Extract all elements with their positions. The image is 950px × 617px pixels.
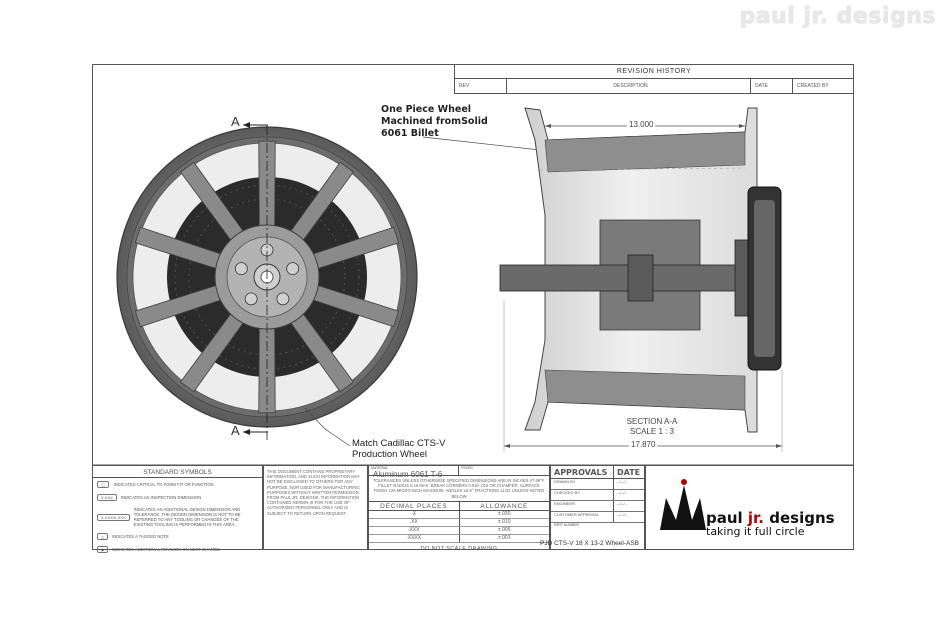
wheel-section-view xyxy=(500,108,781,432)
part-number: PJD CTS-V 18 X 13-2 Wheel-ASB xyxy=(540,540,639,547)
approvals-block xyxy=(540,465,645,550)
decimal-row: .X ±.030 xyxy=(369,511,549,519)
section-marker-top: A xyxy=(231,114,240,129)
rev-col-date: DATE xyxy=(751,79,793,93)
decimal-row: .XX ±.010 xyxy=(369,519,549,527)
symbol-row: ◆ INDICATES ADDITIONAL REVISION ON NEXT CHANGE xyxy=(93,543,262,556)
proprietary-notes: THIS DOCUMENT CONTAINS PROPRIETARY INFORMATION, AND SUCH INFORMATION MAY NOT BE DISCLOSED TO OTHERS FOR ANY PURPOSE, NOR USED FOR MANUFACTURING PURPOSES WITHOUT WRITTEN PERMISSION FROM PAUL JR. DESIGNS. THE INFORMATION CONTAINED HEREIN IS FOR THE USE OF AUTHORIZED PERSONNEL ONLY AND IS SUBJECT TO RETURN UPON REQUEST. xyxy=(263,465,368,550)
rev-col-rev: REV xyxy=(455,79,507,93)
lug-nut xyxy=(235,263,247,275)
standard-symbols-title: STANDARD SYMBOLS xyxy=(93,466,262,478)
standard-symbols-block xyxy=(92,465,263,550)
rev-col-created-by: CREATED BY xyxy=(797,83,829,89)
symbol-row: △ INDICATES A TAGGED NOTE xyxy=(93,530,262,543)
approval-row: CHECKED BY --/--/-- xyxy=(551,490,644,501)
date-header: DATE xyxy=(617,468,641,477)
do-not-scale-note: DO NOT SCALE DRAWING xyxy=(420,545,498,552)
section-marker-bottom: A xyxy=(231,423,240,438)
section-view-label: SECTION A-A SCALE 1 : 3 xyxy=(626,417,678,436)
logo-name: paul jr. designs xyxy=(706,509,835,527)
symbol-row: X.XXX INDICATES AN INSPECTION DIMENSION xyxy=(93,491,262,504)
material-callout: One Piece Wheel Machined fromSolid 6061 Billet xyxy=(381,104,488,139)
dimension-inner-width: 13.000 xyxy=(629,120,654,129)
approval-row: ENGINEER --/--/-- xyxy=(551,501,644,512)
logo-tagline: taking it full circle xyxy=(706,525,805,538)
lug-nut xyxy=(277,293,289,305)
symbol-row: ◯ INDICATES CRITICAL TO FORM FIT OR FUNCTION xyxy=(93,478,262,491)
brand-watermark: paul jr. designs xyxy=(739,4,936,29)
decimal-row: .XXXX ±.001 xyxy=(369,535,549,543)
approval-row: CUSTOMER APPROVAL --/--/-- xyxy=(551,512,644,523)
lug-nut xyxy=(287,263,299,275)
rev-col-description: DESCRIPTION xyxy=(507,79,751,93)
tolerance-note: TOLERANCES UNLESS OTHERWISE SPECIFIED DIMENSIONS ARE IN INCHES AT 68°F. FILLET RADIUS 0.15 MAX. BREAK CORNERS 0.010-.015 OR CHAMFER. SURFACE FINISH 125 MICRO INCH MAXIMUM. ANGLES ±0.5° FRACTIONS ±1/32 UNLESS NOTED BELOW xyxy=(372,478,546,499)
material-value: Aluminum 6061 T-6 xyxy=(373,470,443,479)
tolerance-block xyxy=(368,465,550,550)
finish-label: FINISH xyxy=(461,466,473,470)
revision-history-title: REVISION HISTORY xyxy=(455,64,853,79)
decimal-header-row: DECIMAL PLACES ALLOWANCE xyxy=(369,501,549,511)
material-label: MATERIAL xyxy=(371,466,389,470)
match-callout: Match Cadillac CTS-V Production Wheel xyxy=(352,438,446,460)
lug-nut xyxy=(245,293,257,305)
decimal-row: .XXX ±.005 xyxy=(369,527,549,535)
approval-row: DRAWN BY --/--/-- xyxy=(551,479,644,490)
dimension-overall-width: 17.870 xyxy=(631,440,656,449)
part-number-label: PART NUMBER xyxy=(554,523,580,527)
symbol-row: X.XXX/X.XXX INDICATES AN ADDITIONAL DESIGN DIMENSION AND TOLERANCE. THE DESIGN DIMENSION IS NOT TO BE REFERRED TO ANY TOOLING OR CHANGES OF THE EXISTING TOOLING IS PERFORMED IN THIS AREA. xyxy=(93,504,262,530)
approvals-header: APPROVALS xyxy=(551,466,614,478)
